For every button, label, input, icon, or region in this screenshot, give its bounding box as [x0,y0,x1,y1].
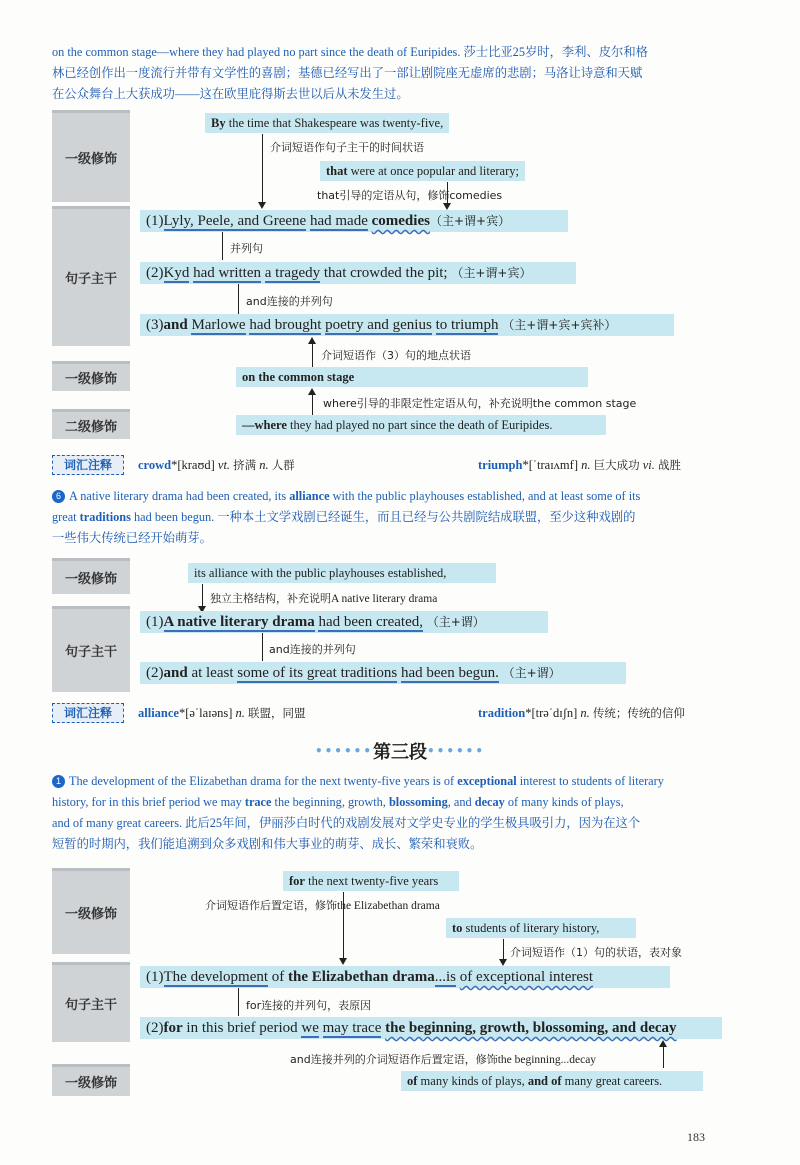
where-note: where引导的非限定性定语从句，补充说明the common stage [323,397,637,410]
vocab-tag: 词汇注释 [52,703,124,723]
connector-line [663,1046,664,1068]
connector-line [312,343,313,367]
decorative-dots: •••••• [427,744,486,758]
arrow-down-icon [443,203,451,210]
vocab-crowd: crowd*[kraʊd] vt. 挤满 n. 人群 [138,458,295,472]
arrow-down-icon [258,202,266,209]
vocab-alliance: alliance*[əˈlaɪəns] n. 联盟，同盟 [138,706,306,720]
main-clause-3: (3)and Marlowe had brought poetry and genius to triumph （主+谓+宾+宾补） [140,314,674,336]
label-sentence-trunk: 句子主干 [52,206,130,346]
coordinate-note: 并列句 [230,242,263,255]
by-note: 介词短语作句子主干的时间状语 [270,141,424,154]
label-sentence-trunk: 句子主干 [52,962,130,1042]
absolute-note: 独立主格结构，补充说明A native literary drama [210,592,438,605]
connector-line [262,134,263,206]
arrow-down-icon [339,958,347,965]
and-prep-note: and连接并列的介词短语作后置定语，修饰the beginning...decay [290,1053,597,1066]
intro-chinese-3: 在公众舞台上大获成功——这在欧里庇得斯去世以后从未发生过。 [52,87,409,101]
for-reason-note: for连接的并列句，表原因 [246,999,372,1012]
paragraph-6: 6 A native literary drama had been created, its alliance with the public playhouses established, and at least some of its great traditions had been begun. 一种本土文学戏剧已经诞生，而且已经与公共剧院结成联盟，至少这种戏剧的 一些伟大传统已经开始萌芽。 [52,489,641,545]
decorative-dots: •••••• [314,744,373,758]
stage-note: 介词短语作（3）句的地点状语 [321,349,471,362]
of-phrase: of many kinds of plays, and of many great careers. [401,1071,703,1091]
main-clause-2: (2)and at least some of its great traditions had been begun. （主+谓） [140,662,626,684]
that-clause: that were at once popular and literary; [320,161,525,181]
vocab-tag: 词汇注释 [52,455,124,475]
for-phrase: for the next twenty-five years [283,871,459,891]
intro-chinese-2: 林已经创作出一度流行并带有文学性的喜剧；基德已经写出了一部让剧院座无虚席的悲剧；马洛让诗意和天赋 [52,66,643,80]
label-sentence-trunk: 句子主干 [52,606,130,692]
stage-phrase: on the common stage [236,367,588,387]
connector-line [222,232,223,260]
that-note: that引导的定语从句，修饰comedies [317,189,503,202]
vocab-tradition: tradition*[trəˈdɪʃn] n. 传统；传统的信仰 [478,706,685,720]
and-note: and连接的并列句 [269,643,356,656]
sentence-number-badge: 1 [52,775,65,788]
connector-line [238,988,239,1016]
connector-line [238,284,239,314]
section-title: 第三段 [373,742,427,763]
where-clause: —where they had played no part since the death of Euripides. [236,415,606,435]
intro-chinese-1: 莎士比亚25岁时，李利、皮尔和格 [463,45,648,59]
absolute-phrase: its alliance with the public playhouses established, [188,563,496,583]
main-clause-2: (2)Kyd had written a tragedy that crowded the pit; （主+谓+宾） [140,262,576,284]
arrow-down-icon [499,959,507,966]
paragraph-1: 1 The development of the Elizabethan drama for the next twenty-five years is of exceptional interest to students of literary history, for in this brief period we may trace the beginning, growth, blossoming, and decay of many kinds of plays, and of many great careers. 此后25年间，伊丽莎白时代的戏剧发展对文学史专业的学生极具吸引力，因为在这个 短暂的时期内，我们能追溯到众多戏剧和伟大事业的萌芽、成长、繁荣和衰败。 [52,774,664,851]
label-first-modifier: 一级修饰 [52,558,130,594]
by-phrase: By the time that Shakespeare was twenty-five, [205,113,449,133]
connector-line [262,633,263,661]
page-number: 183 [687,1130,705,1144]
for-note: 介词短语作后置定语，修饰the Elizabethan drama [205,899,440,912]
label-first-modifier: 一级修饰 [52,361,130,391]
section-heading [0,738,800,764]
label-second-modifier: 二级修饰 [52,409,130,439]
main-clause-2: (2)for in this brief period we may trace the beginning, growth, blossoming, and decay [140,1017,722,1039]
main-clause-1: (1)Lyly, Peele, and Greene had made comedies（主+谓+宾） [140,210,568,232]
vocab-triumph: triumph*[ˈtraɪʌmf] n. 巨大成功 vi. 战胜 [478,458,682,472]
connector-line [312,394,313,416]
sentence-number-badge: 6 [52,490,65,503]
intro-paragraph [52,42,756,105]
label-first-modifier: 一级修饰 [52,110,130,202]
label-first-modifier: 一级修饰 [52,868,130,954]
intro-english: on the common stage—where they had played no part since the death of Euripides. [52,45,461,59]
to-phrase: to students of literary history, [446,918,636,938]
and-note: and连接的并列句 [246,295,333,308]
to-note: 介词短语作（1）句的状语，表对象 [510,946,682,959]
label-first-modifier: 一级修饰 [52,1064,130,1096]
main-clause-1: (1)A native literary drama had been created, （主+谓） [140,611,548,633]
main-clause-1: (1)The development of the Elizabethan drama...is of exceptional interest [140,966,670,988]
